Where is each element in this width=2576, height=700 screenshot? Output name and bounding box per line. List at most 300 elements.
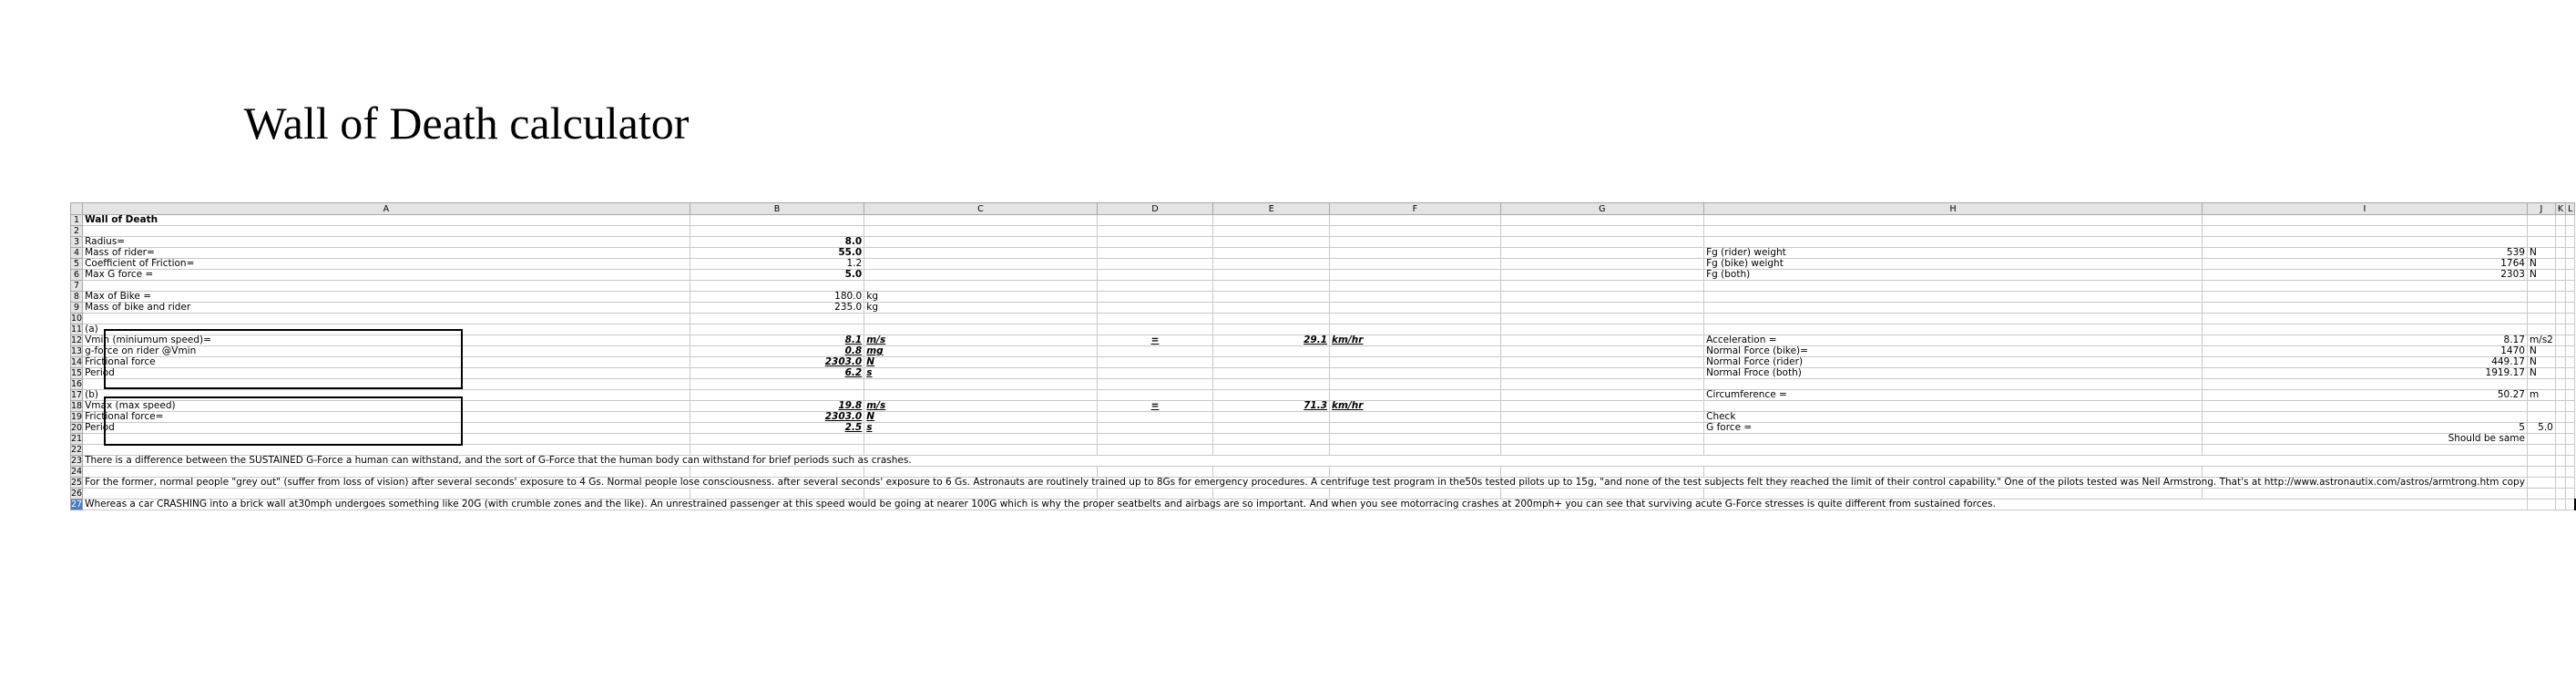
cell[interactable]	[2566, 324, 2575, 335]
cell[interactable]	[2566, 478, 2575, 489]
column-header-h[interactable]: H	[1704, 203, 2203, 215]
cell[interactable]	[1097, 489, 1213, 499]
cell[interactable]	[1704, 489, 2203, 499]
cell[interactable]	[2555, 478, 2565, 489]
cell[interactable]	[2566, 314, 2575, 324]
cell[interactable]	[1500, 357, 1704, 368]
row-header[interactable]: 22	[71, 445, 83, 455]
row-header[interactable]: 16	[71, 379, 83, 389]
cell-d18[interactable]: =	[1097, 401, 1213, 412]
cell[interactable]	[1213, 324, 1330, 335]
cell[interactable]	[2566, 390, 2575, 401]
row-header[interactable]: 21	[71, 434, 83, 444]
cell[interactable]	[2202, 379, 2527, 390]
cell[interactable]	[690, 434, 864, 445]
cell[interactable]	[690, 281, 864, 292]
cell-j5[interactable]: N	[2527, 259, 2555, 270]
column-header-c[interactable]: C	[864, 203, 1097, 215]
cell[interactable]	[1704, 281, 2203, 292]
cell[interactable]	[1330, 357, 1501, 368]
cell-a13[interactable]: g-force on rider @Vmin	[83, 346, 690, 357]
row-header[interactable]: 11	[71, 324, 83, 335]
row-header-selected[interactable]: 27	[71, 499, 83, 510]
cell[interactable]	[2202, 292, 2527, 303]
cell[interactable]	[2566, 346, 2575, 357]
cell[interactable]	[2202, 314, 2527, 324]
cell-b8[interactable]: 180.0	[690, 292, 864, 303]
cell[interactable]	[2202, 281, 2527, 292]
cell[interactable]	[2566, 368, 2575, 379]
cell[interactable]	[2555, 423, 2565, 434]
cell[interactable]	[864, 445, 1097, 456]
cell-i21[interactable]: Should be same	[2202, 434, 2527, 445]
cell-h4[interactable]: Fg (rider) weight	[1704, 248, 2203, 259]
cell-i14[interactable]: 449.17	[2202, 357, 2527, 368]
cell[interactable]	[1704, 379, 2203, 390]
cell[interactable]	[1097, 270, 1213, 281]
row-header[interactable]: 3	[71, 237, 83, 248]
row-header[interactable]: 17	[71, 390, 83, 400]
cell[interactable]	[2555, 412, 2565, 423]
cell[interactable]	[1330, 248, 1501, 259]
cell[interactable]	[864, 237, 1097, 248]
cell-c18[interactable]: m/s	[864, 401, 1097, 412]
cell[interactable]	[1097, 346, 1213, 357]
cell[interactable]	[2566, 357, 2575, 368]
cell-b5[interactable]: 1.2	[690, 259, 864, 270]
cell[interactable]	[2566, 248, 2575, 259]
row-header[interactable]: 5	[71, 259, 83, 270]
cell[interactable]	[1704, 292, 2203, 303]
row-header[interactable]: 10	[71, 314, 83, 324]
cell[interactable]	[2527, 237, 2555, 248]
row-header[interactable]: 9	[71, 303, 83, 314]
cell-c9[interactable]: kg	[864, 303, 1097, 314]
cell[interactable]	[2202, 489, 2527, 499]
cell[interactable]	[1330, 390, 1501, 401]
cell[interactable]	[2527, 401, 2555, 412]
cell-c13[interactable]: mg	[864, 346, 1097, 357]
cell-b19[interactable]: 2303.0	[690, 412, 864, 423]
cell[interactable]	[864, 390, 1097, 401]
cell[interactable]	[690, 215, 864, 226]
cell[interactable]	[2566, 259, 2575, 270]
cell-b13[interactable]: 0.8	[690, 346, 864, 357]
cell[interactable]	[690, 489, 864, 499]
cell[interactable]	[83, 314, 690, 324]
cell[interactable]	[1213, 248, 1330, 259]
row-header[interactable]: 24	[71, 467, 83, 477]
cell[interactable]	[1097, 314, 1213, 324]
cell[interactable]	[1097, 357, 1213, 368]
cell[interactable]	[1097, 467, 1213, 478]
cell[interactable]	[2202, 324, 2527, 335]
cell[interactable]	[690, 390, 864, 401]
cell[interactable]	[2555, 390, 2565, 401]
cell[interactable]	[864, 215, 1097, 226]
cell[interactable]	[1500, 248, 1704, 259]
cell[interactable]	[2566, 226, 2575, 237]
cell[interactable]	[1330, 292, 1501, 303]
cell[interactable]	[1213, 467, 1330, 478]
cell-a1[interactable]: Wall of Death	[83, 215, 690, 226]
cell[interactable]	[1097, 248, 1213, 259]
cell[interactable]	[1097, 434, 1213, 445]
cell[interactable]	[1500, 237, 1704, 248]
row-header[interactable]: 6	[71, 270, 83, 281]
cell[interactable]	[1213, 412, 1330, 423]
cell[interactable]	[1330, 215, 1501, 226]
cell[interactable]	[2555, 281, 2565, 292]
cell-c20[interactable]: s	[864, 423, 1097, 434]
cell[interactable]	[2555, 248, 2565, 259]
cell[interactable]	[2555, 357, 2565, 368]
cell[interactable]	[1330, 226, 1501, 237]
cell[interactable]	[1213, 292, 1330, 303]
row-header[interactable]: 19	[71, 412, 83, 422]
cell-a14[interactable]: Frictional force	[83, 357, 690, 368]
cell[interactable]	[2527, 292, 2555, 303]
cell[interactable]	[2555, 335, 2565, 346]
cell[interactable]	[83, 467, 690, 478]
cell[interactable]	[1097, 281, 1213, 292]
cell[interactable]	[864, 379, 1097, 390]
cell[interactable]	[2566, 281, 2575, 292]
cell[interactable]	[2566, 303, 2575, 314]
column-header-d[interactable]: D	[1097, 203, 1213, 215]
cell[interactable]	[2527, 467, 2555, 478]
cell[interactable]	[2555, 368, 2565, 379]
cell[interactable]	[1330, 445, 1501, 456]
cell[interactable]	[1500, 259, 1704, 270]
cell[interactable]	[1500, 292, 1704, 303]
cell[interactable]	[1500, 434, 1704, 445]
cell[interactable]	[1330, 259, 1501, 270]
cell[interactable]	[1213, 379, 1330, 390]
cell[interactable]	[1097, 412, 1213, 423]
row-header[interactable]: 14	[71, 357, 83, 367]
cell[interactable]	[1500, 215, 1704, 226]
cell[interactable]	[1213, 346, 1330, 357]
cell[interactable]	[2527, 489, 2555, 499]
cell[interactable]	[2555, 489, 2565, 499]
cell-j20[interactable]: 5.0	[2527, 423, 2555, 434]
cell[interactable]	[2202, 467, 2527, 478]
cell[interactable]	[1213, 357, 1330, 368]
row-header[interactable]: 18	[71, 401, 83, 411]
cell[interactable]	[2527, 281, 2555, 292]
cell[interactable]	[83, 434, 690, 445]
cell[interactable]	[1704, 401, 2203, 412]
cell[interactable]	[83, 281, 690, 292]
cell[interactable]	[1330, 270, 1501, 281]
cell[interactable]	[2202, 303, 2527, 314]
cell[interactable]	[1500, 379, 1704, 390]
cell[interactable]	[2527, 303, 2555, 314]
cell[interactable]	[1500, 423, 1704, 434]
cell[interactable]	[2555, 445, 2565, 456]
cell-j12[interactable]: m/s2	[2527, 335, 2555, 346]
cell[interactable]	[2566, 499, 2575, 510]
cell-a11[interactable]: (a)	[83, 324, 690, 335]
cell-j15[interactable]: N	[2527, 368, 2555, 379]
cell[interactable]	[2566, 270, 2575, 281]
cell[interactable]	[1330, 303, 1501, 314]
cell-e18[interactable]: 71.3	[1213, 401, 1330, 412]
cell[interactable]	[690, 226, 864, 237]
cell-j14[interactable]: N	[2527, 357, 2555, 368]
cell[interactable]	[1213, 368, 1330, 379]
cell[interactable]	[1097, 368, 1213, 379]
cell[interactable]	[1213, 215, 1330, 226]
row-header[interactable]: 23	[71, 456, 83, 466]
cell[interactable]	[1704, 467, 2203, 478]
cell[interactable]	[864, 324, 1097, 335]
cell-b9[interactable]: 235.0	[690, 303, 864, 314]
cell[interactable]	[2555, 379, 2565, 390]
cell[interactable]	[2566, 237, 2575, 248]
cell[interactable]	[864, 489, 1097, 499]
cell[interactable]	[1213, 237, 1330, 248]
cell[interactable]	[83, 489, 690, 499]
cell[interactable]	[864, 281, 1097, 292]
cell[interactable]	[1330, 379, 1501, 390]
cell[interactable]	[1500, 270, 1704, 281]
cell[interactable]	[1097, 324, 1213, 335]
cell-c15[interactable]: s	[864, 368, 1097, 379]
cell[interactable]	[2555, 434, 2565, 445]
row-header[interactable]: 26	[71, 489, 83, 499]
cell[interactable]	[1704, 237, 2203, 248]
cell[interactable]	[2566, 434, 2575, 445]
cell-i5[interactable]: 1764	[2202, 259, 2527, 270]
cell[interactable]	[1097, 292, 1213, 303]
cell[interactable]	[1330, 346, 1501, 357]
cell[interactable]	[1704, 303, 2203, 314]
cell[interactable]	[1500, 314, 1704, 324]
cell-c14[interactable]: N	[864, 357, 1097, 368]
cell[interactable]	[2566, 335, 2575, 346]
cell[interactable]	[864, 434, 1097, 445]
cell-h19[interactable]: Check	[1704, 412, 2203, 423]
cell[interactable]	[2566, 401, 2575, 412]
cell[interactable]	[1500, 226, 1704, 237]
spreadsheet[interactable]	[70, 202, 2573, 623]
cell[interactable]	[1213, 270, 1330, 281]
cell[interactable]	[2555, 215, 2565, 226]
cell[interactable]	[1704, 324, 2203, 335]
column-header-e[interactable]: E	[1213, 203, 1330, 215]
cell[interactable]	[2527, 215, 2555, 226]
column-header-g[interactable]: G	[1500, 203, 1704, 215]
cell[interactable]	[1097, 303, 1213, 314]
cell-c8[interactable]: kg	[864, 292, 1097, 303]
cell-a20[interactable]: Period	[83, 423, 690, 434]
cell[interactable]	[1097, 390, 1213, 401]
cell[interactable]	[1500, 412, 1704, 423]
cell-i17[interactable]: 50.27	[2202, 390, 2527, 401]
cell[interactable]	[1500, 445, 1704, 456]
cell[interactable]	[2527, 226, 2555, 237]
row-header[interactable]: 7	[71, 281, 83, 292]
cell[interactable]	[690, 314, 864, 324]
cell[interactable]	[1213, 445, 1330, 456]
cell[interactable]	[2527, 445, 2555, 456]
cell[interactable]	[2555, 346, 2565, 357]
cell-a5[interactable]: Coefficient of Friction=	[83, 259, 690, 270]
cell[interactable]	[2202, 401, 2527, 412]
cell[interactable]	[2566, 379, 2575, 390]
cell[interactable]	[864, 226, 1097, 237]
cell[interactable]	[2555, 456, 2565, 467]
column-header-f[interactable]: F	[1330, 203, 1501, 215]
cell-i20[interactable]: 5	[2202, 423, 2527, 434]
row-header[interactable]: 2	[71, 226, 83, 237]
cell[interactable]	[1213, 314, 1330, 324]
cell[interactable]	[1213, 226, 1330, 237]
cell-h12[interactable]: Acceleration =	[1704, 335, 2203, 346]
cell-j13[interactable]: N	[2527, 346, 2555, 357]
cell-a15[interactable]: Period	[83, 368, 690, 379]
cell[interactable]	[1097, 215, 1213, 226]
cell[interactable]	[2555, 499, 2565, 510]
select-all-corner[interactable]	[71, 203, 83, 215]
cell-i4[interactable]: 539	[2202, 248, 2527, 259]
cell[interactable]	[1097, 226, 1213, 237]
cell-h6[interactable]: Fg (both)	[1704, 270, 2203, 281]
cell-j4[interactable]: N	[2527, 248, 2555, 259]
row-header[interactable]: 8	[71, 292, 83, 303]
cell[interactable]	[2566, 292, 2575, 303]
cell-a6[interactable]: Max G force =	[83, 270, 690, 281]
column-header-b[interactable]: B	[690, 203, 864, 215]
cell[interactable]	[2566, 445, 2575, 456]
cell-c19[interactable]: N	[864, 412, 1097, 423]
row-header[interactable]: 15	[71, 368, 83, 378]
cell-a23[interactable]: There is a difference between the SUSTAINED G-Force a human can withstand, and the sort of G-Force that the human body can withstand for brief periods such as crashes.	[83, 456, 2528, 467]
cell-a19[interactable]: Frictional force=	[83, 412, 690, 423]
cell[interactable]	[2566, 456, 2575, 467]
cell[interactable]	[1330, 412, 1501, 423]
cell[interactable]	[1097, 259, 1213, 270]
cell[interactable]	[1704, 215, 2203, 226]
cell[interactable]	[2566, 423, 2575, 434]
cell[interactable]	[2555, 467, 2565, 478]
cell-d12[interactable]: =	[1097, 335, 1213, 346]
cell[interactable]	[690, 324, 864, 335]
cell[interactable]	[1213, 259, 1330, 270]
cell-b20[interactable]: 2.5	[690, 423, 864, 434]
cell[interactable]	[1330, 489, 1501, 499]
cell[interactable]	[1213, 390, 1330, 401]
cell[interactable]	[2566, 412, 2575, 423]
cell[interactable]	[1097, 445, 1213, 456]
cell[interactable]	[83, 379, 690, 390]
cell[interactable]	[2555, 270, 2565, 281]
column-header-k[interactable]: K	[2555, 203, 2565, 215]
cell-c12[interactable]: m/s	[864, 335, 1097, 346]
cell-e12[interactable]: 29.1	[1213, 335, 1330, 346]
cell-a3[interactable]: Radius=	[83, 237, 690, 248]
cell[interactable]	[2202, 445, 2527, 456]
cell[interactable]	[2566, 489, 2575, 499]
cell-b3[interactable]: 8.0	[690, 237, 864, 248]
cell-a18[interactable]: Vmax (max speed)	[83, 401, 690, 412]
cell-b6[interactable]: 5.0	[690, 270, 864, 281]
cell[interactable]	[1213, 281, 1330, 292]
cell[interactable]	[2566, 467, 2575, 478]
row-header[interactable]: 20	[71, 423, 83, 433]
cell[interactable]	[690, 445, 864, 456]
cell-f12[interactable]: km/hr	[1330, 335, 1501, 346]
cell[interactable]	[2555, 237, 2565, 248]
cell-a27[interactable]: Whereas a car CRASHING into a brick wall at30mph undergoes something like 20G (with crumble zones and the like). An unrestrained passenger at this speed would be going at nearer 100G which is why the proper seatbelts and airbags are so important. And when you see motorracing crashes at 200mph+ you can see that surviving acute G-Force stresses is quite different from sustained forces.	[83, 499, 2528, 510]
cell[interactable]	[1704, 226, 2203, 237]
cell[interactable]	[2555, 314, 2565, 324]
cell[interactable]	[1330, 281, 1501, 292]
column-header-a[interactable]: A	[83, 203, 690, 215]
cell-i13[interactable]: 1470	[2202, 346, 2527, 357]
column-header-l[interactable]: L	[2566, 203, 2575, 215]
row-header[interactable]: 4	[71, 248, 83, 259]
spreadsheet-grid[interactable]	[70, 202, 2576, 510]
row-header[interactable]: 12	[71, 335, 83, 345]
cell-j17[interactable]: m	[2527, 390, 2555, 401]
cell[interactable]	[2566, 215, 2575, 226]
cell[interactable]	[1330, 368, 1501, 379]
cell[interactable]	[1500, 346, 1704, 357]
cell-b14[interactable]: 2303.0	[690, 357, 864, 368]
cell-h14[interactable]: Normal Force (rider)	[1704, 357, 2203, 368]
cell[interactable]	[2202, 226, 2527, 237]
cell[interactable]	[2555, 259, 2565, 270]
cell-b4[interactable]: 55.0	[690, 248, 864, 259]
row-header[interactable]: 1	[71, 215, 83, 226]
cell-h20[interactable]: G force =	[1704, 423, 2203, 434]
cell[interactable]	[690, 467, 864, 478]
cell-a25[interactable]: For the former, normal people "grey out" (suffer from loss of vision) after several seconds' exposure to 4 Gs. Normal people lose consciousness. after several seconds' exposure to 6 Gs. Astronauts are routinely trained up to 8Gs for emergency procedures. A centrifuge test program in the50s tested pilots up to 15g, "and none of the test subjects felt they reached the limit of their control capability." One of the pilots tested was Neil Armstrong. That's at http://www.astronautix.com/astros/armtrong.htm copy	[83, 478, 2528, 489]
cell-a9[interactable]: Mass of bike and rider	[83, 303, 690, 314]
cell[interactable]	[864, 314, 1097, 324]
cell[interactable]	[1704, 434, 2203, 445]
cell[interactable]	[864, 259, 1097, 270]
cell-j6[interactable]: N	[2527, 270, 2555, 281]
cell[interactable]	[1500, 281, 1704, 292]
cell[interactable]	[1213, 489, 1330, 499]
cell[interactable]	[2202, 412, 2527, 423]
cell[interactable]	[2527, 314, 2555, 324]
cell[interactable]	[2555, 401, 2565, 412]
cell-a8[interactable]: Max of Bike =	[83, 292, 690, 303]
cell[interactable]	[2527, 499, 2555, 510]
cell[interactable]	[2527, 456, 2555, 467]
cell-a17[interactable]: (b)	[83, 390, 690, 401]
cell[interactable]	[2202, 237, 2527, 248]
cell-b15[interactable]: 6.2	[690, 368, 864, 379]
cell[interactable]	[1330, 434, 1501, 445]
cell[interactable]	[1500, 335, 1704, 346]
row-header[interactable]: 13	[71, 346, 83, 356]
column-header-j[interactable]: J	[2527, 203, 2555, 215]
cell-i6[interactable]: 2303	[2202, 270, 2527, 281]
cell[interactable]	[1704, 445, 2203, 456]
cell[interactable]	[2555, 303, 2565, 314]
cell[interactable]	[2555, 226, 2565, 237]
cell[interactable]	[1500, 467, 1704, 478]
cell[interactable]	[1500, 303, 1704, 314]
cell[interactable]	[83, 445, 690, 456]
cell-h17[interactable]: Circumference =	[1704, 390, 2203, 401]
